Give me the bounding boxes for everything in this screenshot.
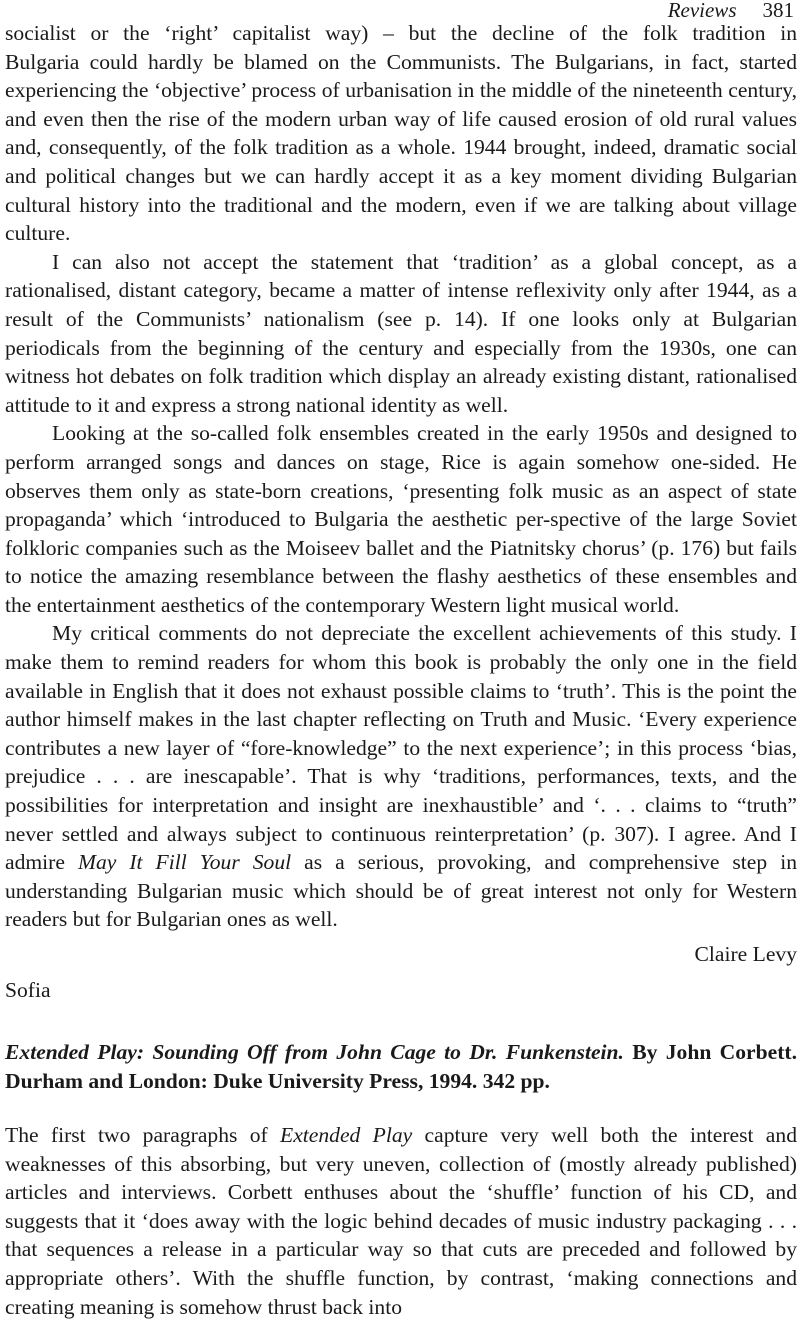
reviewer-name: Claire Levy [694,942,797,966]
book-title-italic: May It Fill Your Soul [77,850,292,875]
opening-text-b: capture very well both the interest and weaknesses of this absorbing, but very uneven, collection of (mostly already published) articles and interviews. Corbett enthuses about the ‘shuffle’ function of his CD, and suggests that it ‘does away with the logic behind decades of music industry packaging . . . that sequences a release in a particular way so that cuts are preceded and followed by appropriate others’. With the shuffle function, by contrast, ‘making connections and creating meaning is somehow thrust back into [5,1123,797,1319]
paragraph-4-text-a: My critical comments do not depreciate the excellent achievements of this study. I make them to remind readers for whom this book is probably the only one in the field available in English that it does not exhaust possible claims to ‘truth’. This is the point the author himself makes in the last chapter reflecting on Truth and Music. ‘Every experience contributes a new layer of “fore-knowledge” to the next experience’; in this process ‘bias, prejudice . . . are inescapable’. That is why ‘traditions, performances, texts, and the possibilities for interpretation and insight are inexhaustible’ and ‘. . . claims to “truth” never settled and always subject to continuous reinterpretation’ (p. 307). I agree. And I admire [5,621,797,875]
review-heading [5,1038,797,1095]
paragraph-1-first-line: socialist or the ‘right’ capitalist way) – but the decline of the folk tradition in [5,21,797,45]
page-number: 381 [762,0,794,22]
review-body [5,1121,797,1321]
running-title: Reviews [667,0,737,22]
opening-book-title: Extended Play [280,1123,413,1147]
paragraph-1 [5,19,797,248]
paragraph-2: I can also not accept the statement that ‘tradition’ as a global concept, as a rationalised, distant category, became a matter of intense reflexivity only after 1944, as a result of the Communists’ nationalism (see p. 14). If one looks only at Bulgarian periodicals from the beginning of the century and especially from the 1930s, one can witness hot debates on folk tradition which display an already existing distant, rationalised attitude to it and express a strong national identity as well. [5,249,797,417]
paragraph-3: Looking at the so-called folk ensembles created in the early 1950s and designed to perform arranged songs and dances on stage, Rice is again somehow one-sided. He observes them only as state-born creations, ‘presenting folk music as an aspect of state propaganda’ which ‘introduced to Bulgaria the aesthetic per-spective of the large Soviet folkloric companies such as the Moiseev ballet and the Piatnitsky chorus’ (p. 176) but fails to notice the amazing resemblance between the flashy aesthetics of these ensembles and the entertainment aesthetics of the contemporary Western light musical world. [5,421,797,617]
review-continuation [5,19,797,1004]
paragraph-4 [5,619,797,934]
reviewed-book-title: Extended Play: Sounding Off from John Cage to Dr. Funkenstein. [5,1040,624,1064]
reviewed-book-details: By John Corbett. Durham and London: Duke University Press, 1994. 342 pp. [5,1040,797,1093]
paragraph-4-text-b: as a serious, provoking, and comprehensive step in understanding Bulgarian music which should be of great interest not only for Western readers but for Bulgarian ones as well. [5,850,797,932]
review-opening-paragraph [5,1121,797,1321]
reviewer-place: Sofia [5,977,51,1002]
paragraph-1-text: Bulgaria could hardly be blamed on the Communists. The Bulgarians, in fact, started experiencing the ‘objective’ process of urbanisation in the middle of the nineteenth century, and even then the rise of the modern urban way of life caused erosion of old rural values and, consequently, of the folk tradition as a whole. 1944 brought, indeed, dramatic social and political changes but we can hardly accept it as a key moment dividing Bulgarian cultural history into the traditional and the modern, even if we are talking about village culture. [5,49,797,246]
opening-text-a: The first two paragraphs of [5,1123,268,1147]
